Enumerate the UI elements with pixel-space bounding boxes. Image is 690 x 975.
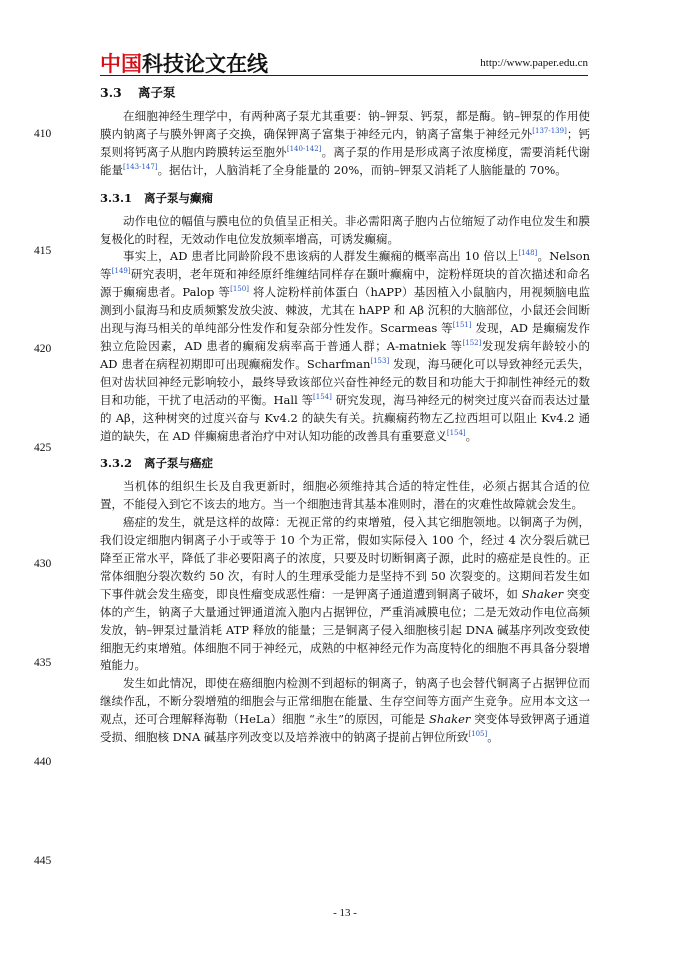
citation[interactable]: [140-142] <box>286 144 322 153</box>
line-number-410: 410 <box>34 128 52 140</box>
paragraph <box>100 108 590 180</box>
header <box>100 48 588 76</box>
subsection-number: 3.3.1 <box>100 190 133 205</box>
logo-black-text: 科技论文在线 <box>142 52 268 76</box>
italic-term: Shaker <box>521 586 564 601</box>
text-run: 在细胞神经生理学中，有两种离子泵尤其重要：钠–钾泵、钙泵，都是酶。钠–钾泵的作用使膜内钠离子与膜外钾离子交换，确保钾离子富集于神经元内，钠离子富集于神经元外 <box>100 109 590 141</box>
text-run: 。离子泵的作用是形成离子浓度梯度，需要消耗代谢能量 <box>100 144 591 177</box>
italic-term: Shaker <box>429 712 471 727</box>
citation[interactable]: [149] <box>111 267 131 276</box>
paragraph <box>100 514 590 675</box>
text-run: 发现，海马硬化可以导致神经元丢失，但对齿状回神经元影响较小，最终导致该部位兴奋性神经元的数目和功能大于抑制性神经元的数目和功能，干扰了电活动的平衡。Hall 等 <box>100 356 591 407</box>
line-number-425: 425 <box>34 442 52 454</box>
text-run: 研究发现，海马神经元的树突过度兴奋而表达过量的 Aβ，这种树突的过度兴奋与 Kv4.2 的缺失有关。抗癫痫药物左乙拉西坦可以阻止 Kv4.2 通道的缺失，在 AD 伴癫痫患者治疗中对认知功能的改善具有重要意义 <box>100 392 590 443</box>
citation[interactable]: [152] <box>462 338 482 347</box>
article-body <box>100 82 590 747</box>
citation[interactable]: [153] <box>370 356 390 365</box>
text-run: 发现发病年龄较小的 AD 患者在病程初期即可出现癫痫发作。Scharfman <box>100 338 590 371</box>
line-number-415: 415 <box>34 245 52 257</box>
citation[interactable]: [148] <box>518 249 538 258</box>
text-run: 发现，AD 是癫痫发作独立危险因素，AD 患者的癫痫发病率高于普通人群；A-matniek 等 <box>100 321 590 353</box>
citation[interactable]: [154] <box>313 392 332 401</box>
section-number: 3.3 <box>100 85 122 100</box>
text-run: 。 <box>487 730 499 745</box>
logo-red-text: 中国 <box>100 52 142 76</box>
text-run: 。据估计，人脑消耗了全身能量的 20%，而钠–钾泵又消耗了人脑能量的 70%。 <box>157 162 567 177</box>
text-run: 癌症的发生，就是这样的故障：无视正常的约束增殖，侵入其它细胞领地。以铜离子为例，我们设定细胞内铜离子小于或等于 10 个为正常，假如实际侵入 100 个，经过 4 次分裂后就已降至正常水平，降低了非必要阳离子的浓度，只要及时切断铜离子源，此时的癌症是良性的。正常体细胞分裂次数约 50 次，有时人的生理承受能力是坚持不到 50 次裂变的。这期间若发生如下事件就会发生癌变，即良性瘤变成恶性瘤：一是钾离子通道遭到铜离子破坏，如 <box>100 515 590 601</box>
line-number-445: 445 <box>34 855 52 867</box>
citation[interactable]: [150] <box>230 285 249 294</box>
text-run: 发生如此情况，即使在癌细胞内检测不到超标的铜离子，钠离子也会替代铜离子占据钾位而继续作乱，不断分裂增殖的细胞会与正常细胞在能量、生存空间等方面产生竞争。应用本文这一观点，还可合理解释海勒（HeLa）细胞 “永生”的原因，可能是 <box>100 676 590 727</box>
page-number: - 13 - <box>333 907 357 919</box>
line-number-440: 440 <box>34 756 52 768</box>
subsection-heading <box>100 452 590 474</box>
citation[interactable]: [105] <box>468 730 488 739</box>
text-run: 将人淀粉样前体蛋白（hAPP）基因植入小鼠脑内，用视频脑电监测到小鼠海马和皮质频繁发放尖波、棘波，尤其在 hAPP 和 Aβ 沉积的大脑部位，小鼠还会间断出现与海马相关的单纯部分性发作和复杂部分性发作。Scarmeas 等 <box>100 285 590 336</box>
text-run: 事实上，AD 患者比同龄阶段不患该病的人群发生癫痫的概率高出 10 倍以上 <box>123 249 519 264</box>
subsection-number: 3.3.2 <box>100 456 133 471</box>
paragraph <box>100 675 590 747</box>
text-run: 突变体导致钾离子通道受损、细胞核 DNA 碱基序列改变以及培养液中的钠离子提前占钾位所致 <box>100 712 590 745</box>
paragraph: 动作电位的幅值与膜电位的负值呈正相关。非必需阳离子胞内占位缩短了动作电位发生和膜复极化的时程，无效动作电位发放频率增高，可诱发癫痫。 <box>100 213 590 246</box>
site-url[interactable]: http://www.paper.edu.cn <box>480 57 588 69</box>
section-title: 离子泵 <box>138 85 176 100</box>
subsection-title: 离子泵与癌症 <box>144 456 213 471</box>
citation[interactable]: [137-139] <box>532 126 567 135</box>
section-heading <box>100 82 590 104</box>
citation[interactable]: [154] <box>446 428 466 437</box>
text-run: 。 <box>465 428 478 443</box>
subsection-title: 离子泵与癫痫 <box>144 190 213 205</box>
header-rule <box>100 75 588 76</box>
line-number-420: 420 <box>34 343 52 355</box>
paragraph <box>100 248 590 445</box>
line-number-430: 430 <box>34 558 52 570</box>
citation[interactable]: [151] <box>452 321 472 330</box>
line-number-435: 435 <box>34 657 52 669</box>
text-run: ；钙泵则将钙离子从胞内跨膜转运至胞外 <box>100 126 591 159</box>
text-run: 研究表明，老年斑和神经原纤维缠结同样存在颞叶癫痫中，淀粉样斑块的首次描述和命名源于癫痫患者。Palop 等 <box>100 267 590 300</box>
citation[interactable]: [143-147] <box>123 162 158 171</box>
site-logo <box>100 48 268 74</box>
text-run: 。Nelson 等 <box>100 249 591 282</box>
text-run: 突变体的产生，钠离子大量通过钾通道流入胞内占据钾位，严重消减膜电位；二是无效动作电位高频发放，钠–钾泵过量消耗 ATP 释放的能量；三是铜离子侵入细胞核引起 DNA 碱基序列改变致使细胞无约束增殖。体细胞不同于神经元，成熟的中枢神经元作为高度特化的细胞不再具备分裂增殖能力。 <box>100 586 590 673</box>
paragraph: 当机体的组织生长及自我更新时，细胞必须维持其合适的特定性佳，必须占据其合适的位置，不能侵入到它不该去的地方。当一个细胞违背其基本准则时，潜在的灾难性故障就会发生。 <box>100 479 590 512</box>
subsection-heading <box>100 187 590 209</box>
